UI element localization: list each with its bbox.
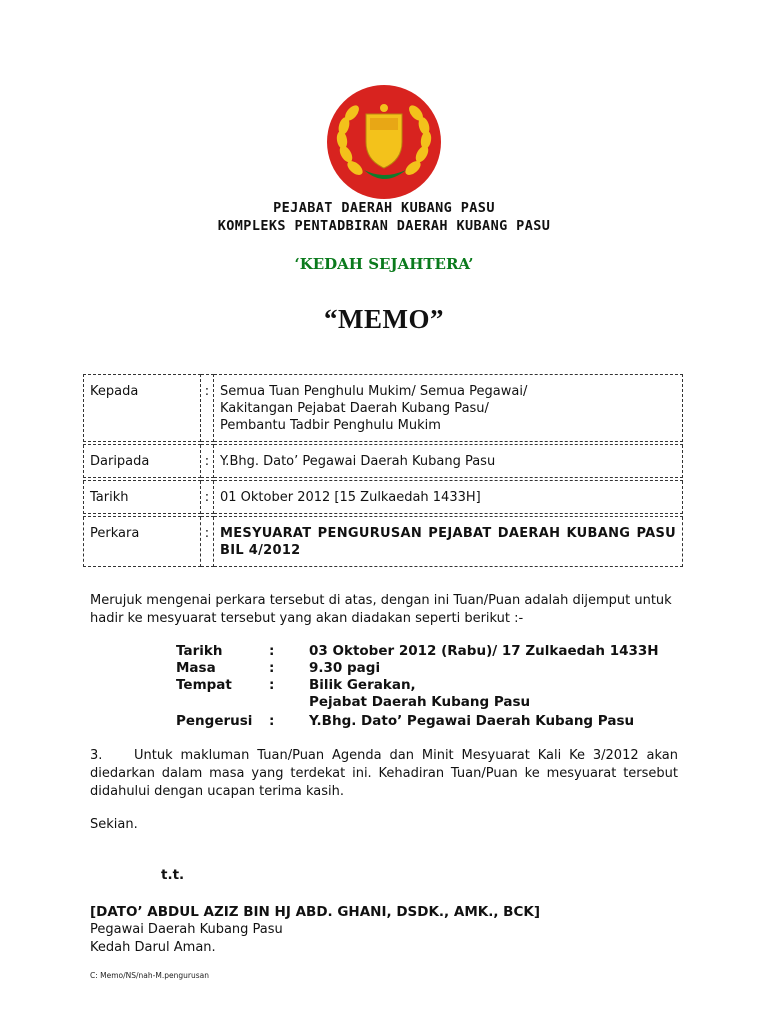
colon: : [201, 445, 214, 478]
kepada-line-2: Kakitangan Pejabat Daerah Kubang Pasu/ [220, 401, 489, 416]
detail-tarikh [176, 643, 659, 660]
detail-value [309, 677, 659, 711]
detail-label: Masa [176, 660, 216, 676]
value-perkara: MESYUARAT PENGURUSAN PEJABAT DAERAH KUBANG PASU BIL 4/2012 [214, 517, 683, 567]
intro-paragraph: Merujuk mengenai perkara tersebut di atas, dengan ini Tuan/Puan adalah dijemput untuk hadir ke mesyuarat tersebut yang akan diadakan seperti berikut :- [90, 593, 672, 626]
detail-colon: : [269, 713, 275, 729]
row-tarikh [84, 481, 683, 514]
signatory-title: Pegawai Daerah Kubang Pasu [90, 922, 283, 937]
reference-footnote: C: Memo/NS/nah-M.pengurusan [90, 971, 209, 980]
value-tarikh: 01 Oktober 2012 [15 Zulkaedah 1433H] [214, 481, 683, 514]
kepada-line-3: Pembantu Tadbir Penghulu Mukim [220, 418, 441, 433]
paragraph-number: 3. [90, 748, 103, 763]
office-complex: KOMPLEKS PENTADBIRAN DAERAH KUBANG PASU [217, 218, 551, 234]
value-daripada: Y.Bhg. Dato’ Pegawai Daerah Kubang Pasu [214, 445, 683, 478]
closing: Sekian. [90, 817, 138, 832]
label-daripada: Daripada [84, 445, 201, 478]
detail-colon: : [269, 643, 275, 659]
signature-block [90, 903, 540, 957]
meeting-details [176, 643, 659, 730]
detail-label: Tarikh [176, 643, 223, 659]
detail-tempat [176, 677, 659, 711]
colon: : [201, 375, 214, 442]
detail-label: Pengerusi [176, 713, 253, 729]
detail-value: 03 Oktober 2012 (Rabu)/ 17 Zulkaedah 1433H [309, 643, 659, 659]
office-heading [0, 199, 768, 235]
value-kepada [214, 375, 683, 442]
kepada-line-1: Semua Tuan Penghulu Mukim/ Semua Pegawai/ [220, 384, 528, 399]
memo-header-table [83, 374, 683, 567]
row-perkara [84, 517, 683, 567]
detail-colon: : [269, 677, 275, 693]
signed-mark: t.t. [161, 867, 185, 883]
detail-label: Tempat [176, 677, 232, 693]
motto: ‘KEDAH SEJAHTERA’ [294, 255, 474, 273]
detail-value: 9.30 pagi [309, 660, 381, 676]
colon: : [201, 481, 214, 514]
paragraph-3-text: Untuk makluman Tuan/Puan Agenda dan Minit Mesyuarat Kali Ke 3/2012 akan diedarkan dalam masa yang terdekat ini. Kehadiran Tuan/Puan ke mesyuarat tersebut didahului dengan ucapan terima kasih. [90, 748, 678, 799]
tempat-line-1: Bilik Gerakan, [309, 677, 416, 693]
row-kepada [84, 375, 683, 442]
detail-colon: : [269, 660, 275, 676]
office-name: PEJABAT DAERAH KUBANG PASU [273, 200, 495, 216]
detail-masa [176, 660, 659, 677]
label-kepada: Kepada [84, 375, 201, 442]
detail-pengerusi [176, 711, 659, 730]
memo-title: “MEMO” [324, 304, 444, 334]
label-perkara: Perkara [84, 517, 201, 567]
detail-value: Y.Bhg. Dato’ Pegawai Daerah Kubang Pasu [309, 713, 635, 729]
row-daripada [84, 445, 683, 478]
colon: : [201, 517, 214, 567]
label-tarikh: Tarikh [84, 481, 201, 514]
signatory-place: Kedah Darul Aman. [90, 940, 216, 955]
paragraph-3 [90, 747, 678, 801]
kedah-crest-logo [326, 84, 442, 200]
signatory-name: [DATO’ ABDUL AZIZ BIN HJ ABD. GHANI, DSDK., AMK., BCK] [90, 904, 541, 920]
tempat-line-2: Pejabat Daerah Kubang Pasu [309, 694, 531, 710]
